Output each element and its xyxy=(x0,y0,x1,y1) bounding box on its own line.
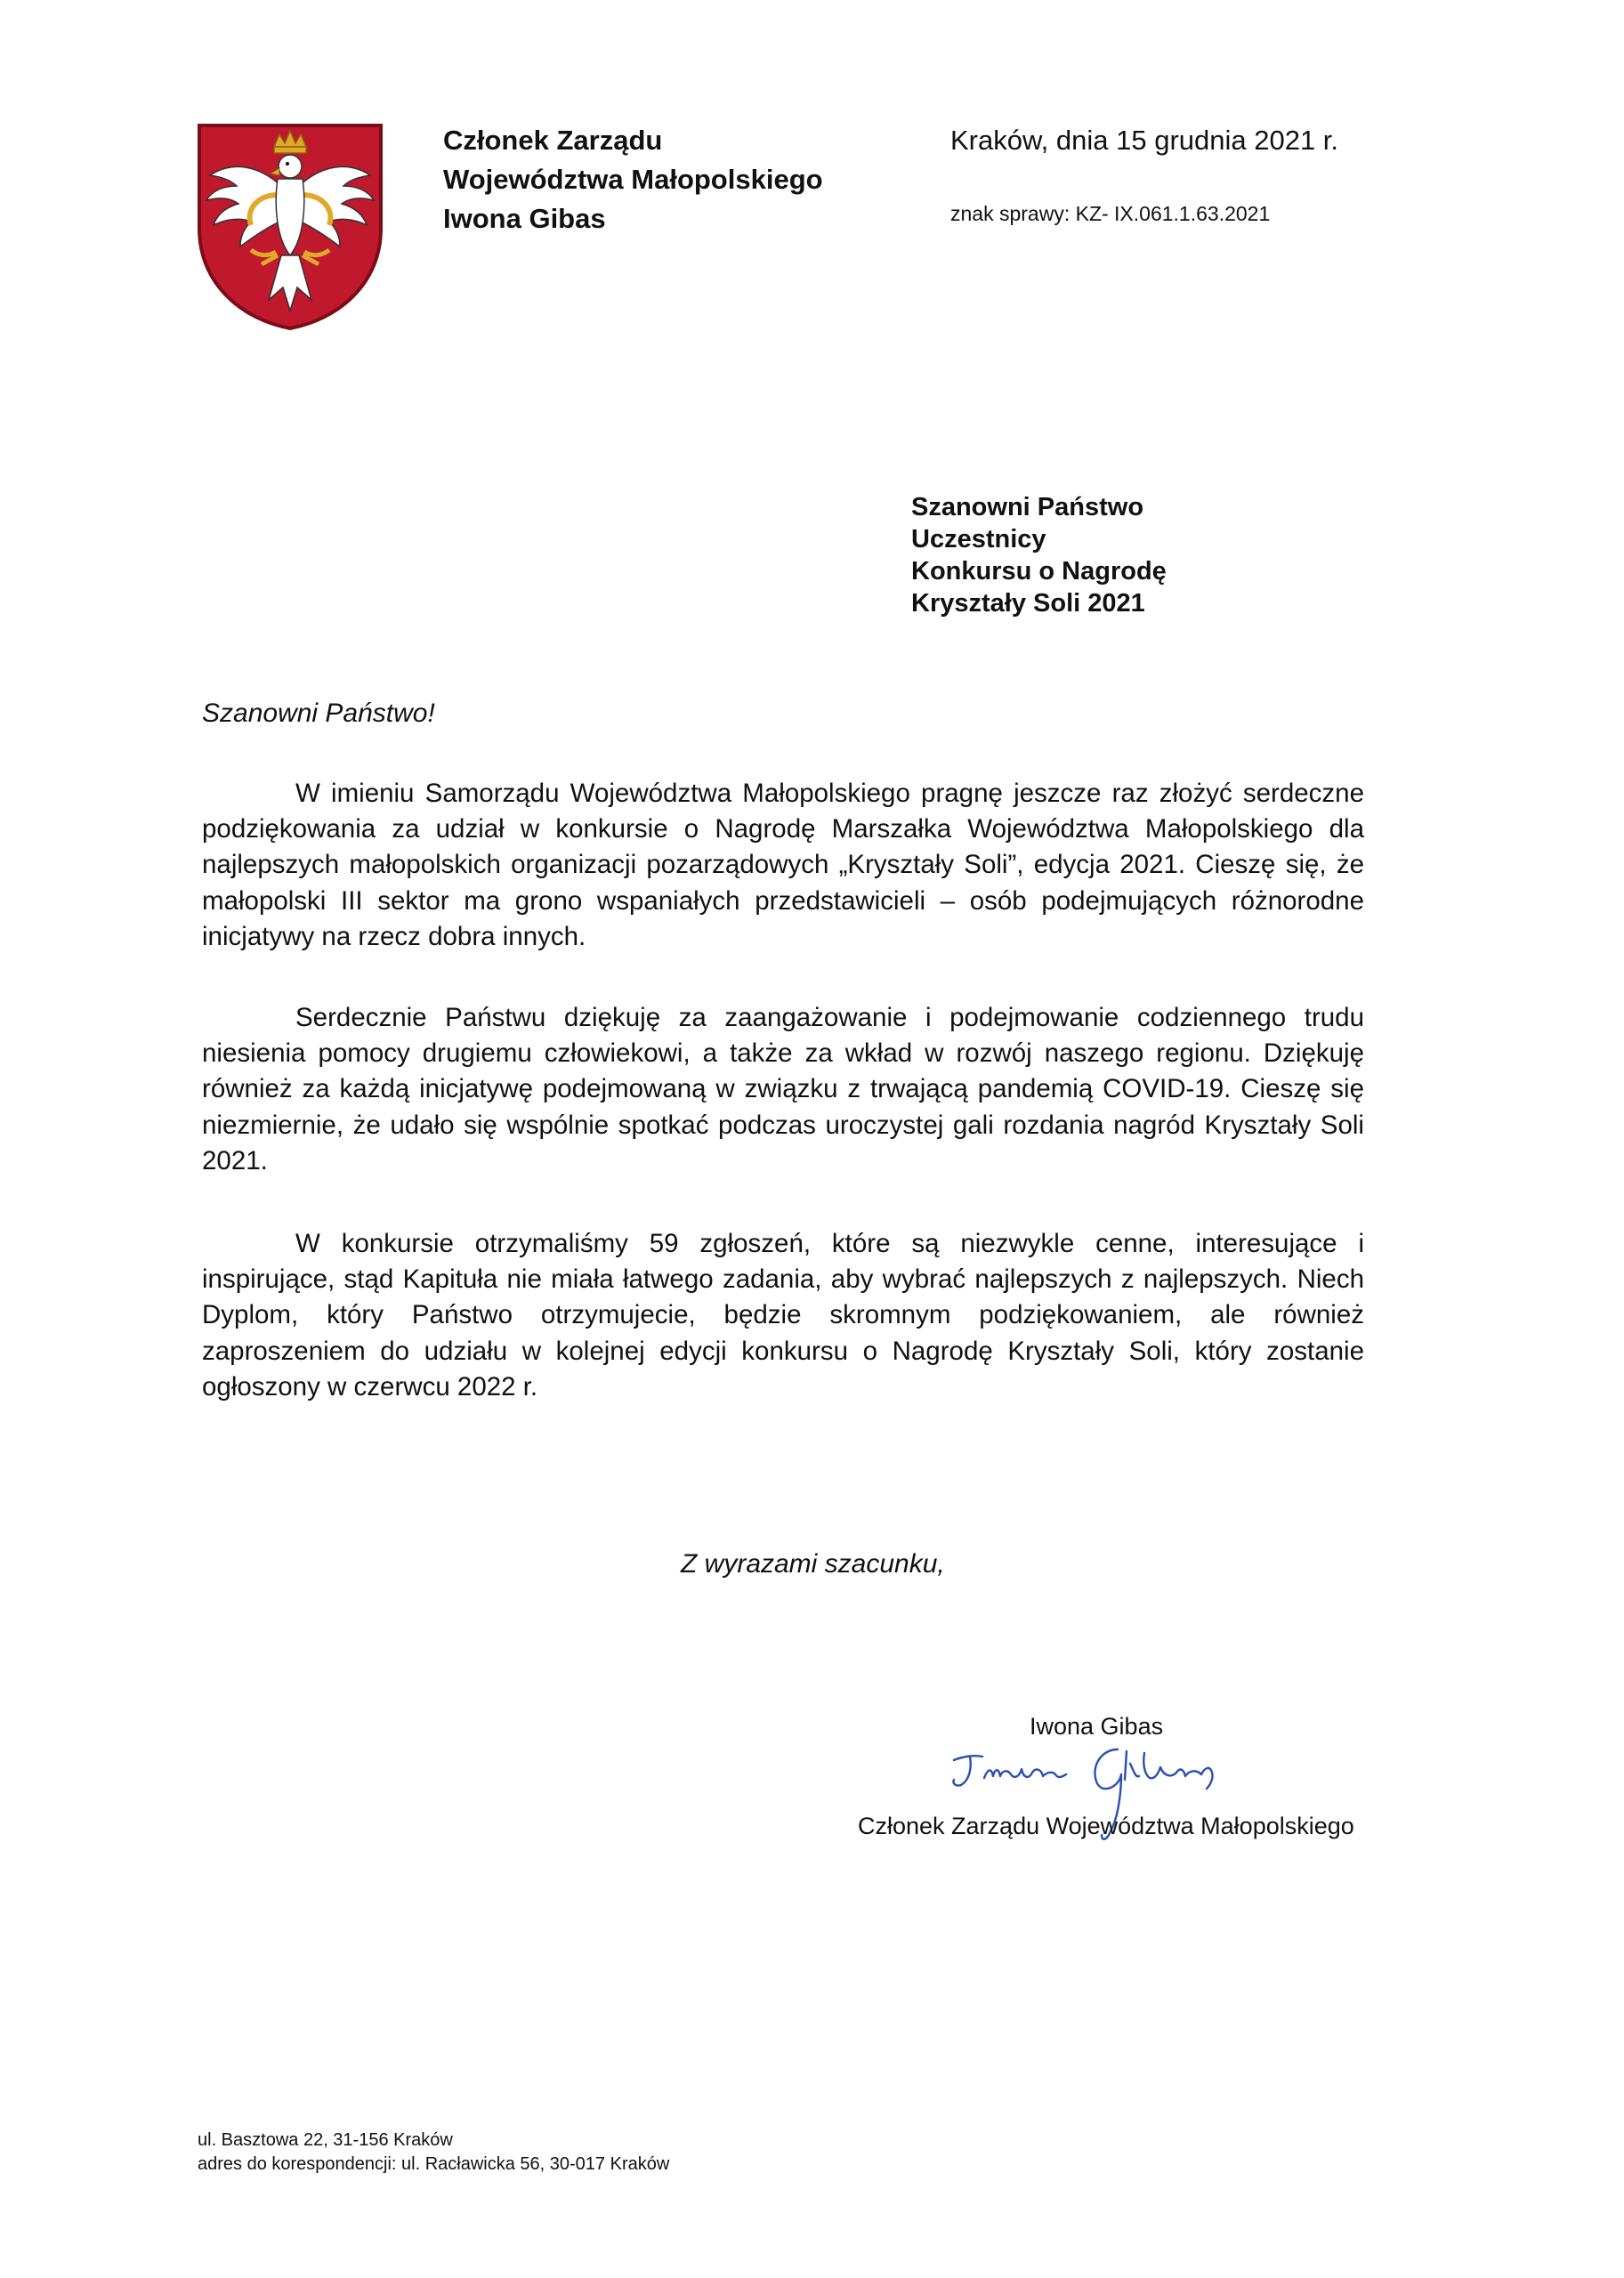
paragraph-text: W imieniu Samorządu Województwa Małopolskiego pragnę jeszcze raz złożyć serdeczne podziękowania za udział w konkursie o Nagrodę Marszałka Województwa Małopolskiego dla najlepszych małopolskich organizacji pozarządowych „Kryształy Soli”, edycja 2021. Cieszę się, że małopolski III sektor ma grono wspaniałych przedstawicieli – osób podejmujących różnorodne inicjatywy na rzecz dobra innych. xyxy=(202,779,1364,951)
body-paragraph-3 xyxy=(202,1226,1364,1405)
sender-line: Iwona Gibas xyxy=(443,203,606,234)
recipient-line: Szanowni Państwo xyxy=(911,493,1144,521)
recipient-line: Konkursu o Nagrodę xyxy=(911,557,1167,586)
salutation: Szanowni Państwo! xyxy=(202,699,435,728)
footer-line: adres do korespondencji: ul. Racławicka 56, 30-017 Kraków xyxy=(198,2154,670,2174)
letter-date: Kraków, dnia 15 grudnia 2021 r. xyxy=(950,125,1339,156)
sender-line: Województwa Małopolskiego xyxy=(443,164,823,195)
signer-title: Członek Zarządu Województwa Małopolskiego xyxy=(858,1813,1354,1839)
paragraph-text: W konkursie otrzymaliśmy 59 zgłoszeń, które są niezwykle cenne, interesujące i inspirujące, stąd Kapituła nie miała łatwego zadania, aby wybrać najlepszych z najlepszych. Niech Dyplom, który Państwo otrzymujecie, będzie skromnym podziękowaniem, ale również zaproszeniem do udziału w kolejnej edycji konkursu o Nagrodę Kryształy Soli, który zostanie ogłoszony w czerwcu 2022 r. xyxy=(202,1229,1364,1402)
signer-name: Iwona Gibas xyxy=(1030,1713,1164,1740)
sender-block xyxy=(443,121,823,238)
recipient-line: Uczestnicy xyxy=(911,525,1046,553)
recipient-block xyxy=(911,491,1167,619)
coat-of-arms-icon xyxy=(196,122,384,332)
recipient-line: Kryształy Soli 2021 xyxy=(911,589,1145,618)
paragraph-text: Serdecznie Państwu dziękuję za zaangażowanie i podejmowanie codziennego trudu niesienia pomocy drugiemu człowiekowi, a także za wkład w rozwój naszego regionu. Dziękuję również za każdą inicjatywę podejmowaną w związku z trwającą pandemią COVID-19. Cieszę się niezmiernie, że udało się wspólnie spotkać podczas uroczystej gali rozdania nagród Kryształy Soli 2021. xyxy=(202,1003,1364,1175)
reference-number: znak sprawy: KZ- IX.061.1.63.2021 xyxy=(950,202,1271,225)
closing-phrase: Z wyrazami szacunku, xyxy=(681,1549,945,1579)
body-paragraph-1 xyxy=(202,776,1364,955)
sender-line: Członek Zarządu xyxy=(443,125,663,156)
footer-address xyxy=(198,2129,669,2177)
footer-line: ul. Basztowa 22, 31-156 Kraków xyxy=(198,2130,453,2150)
body-paragraph-2 xyxy=(202,1000,1364,1179)
